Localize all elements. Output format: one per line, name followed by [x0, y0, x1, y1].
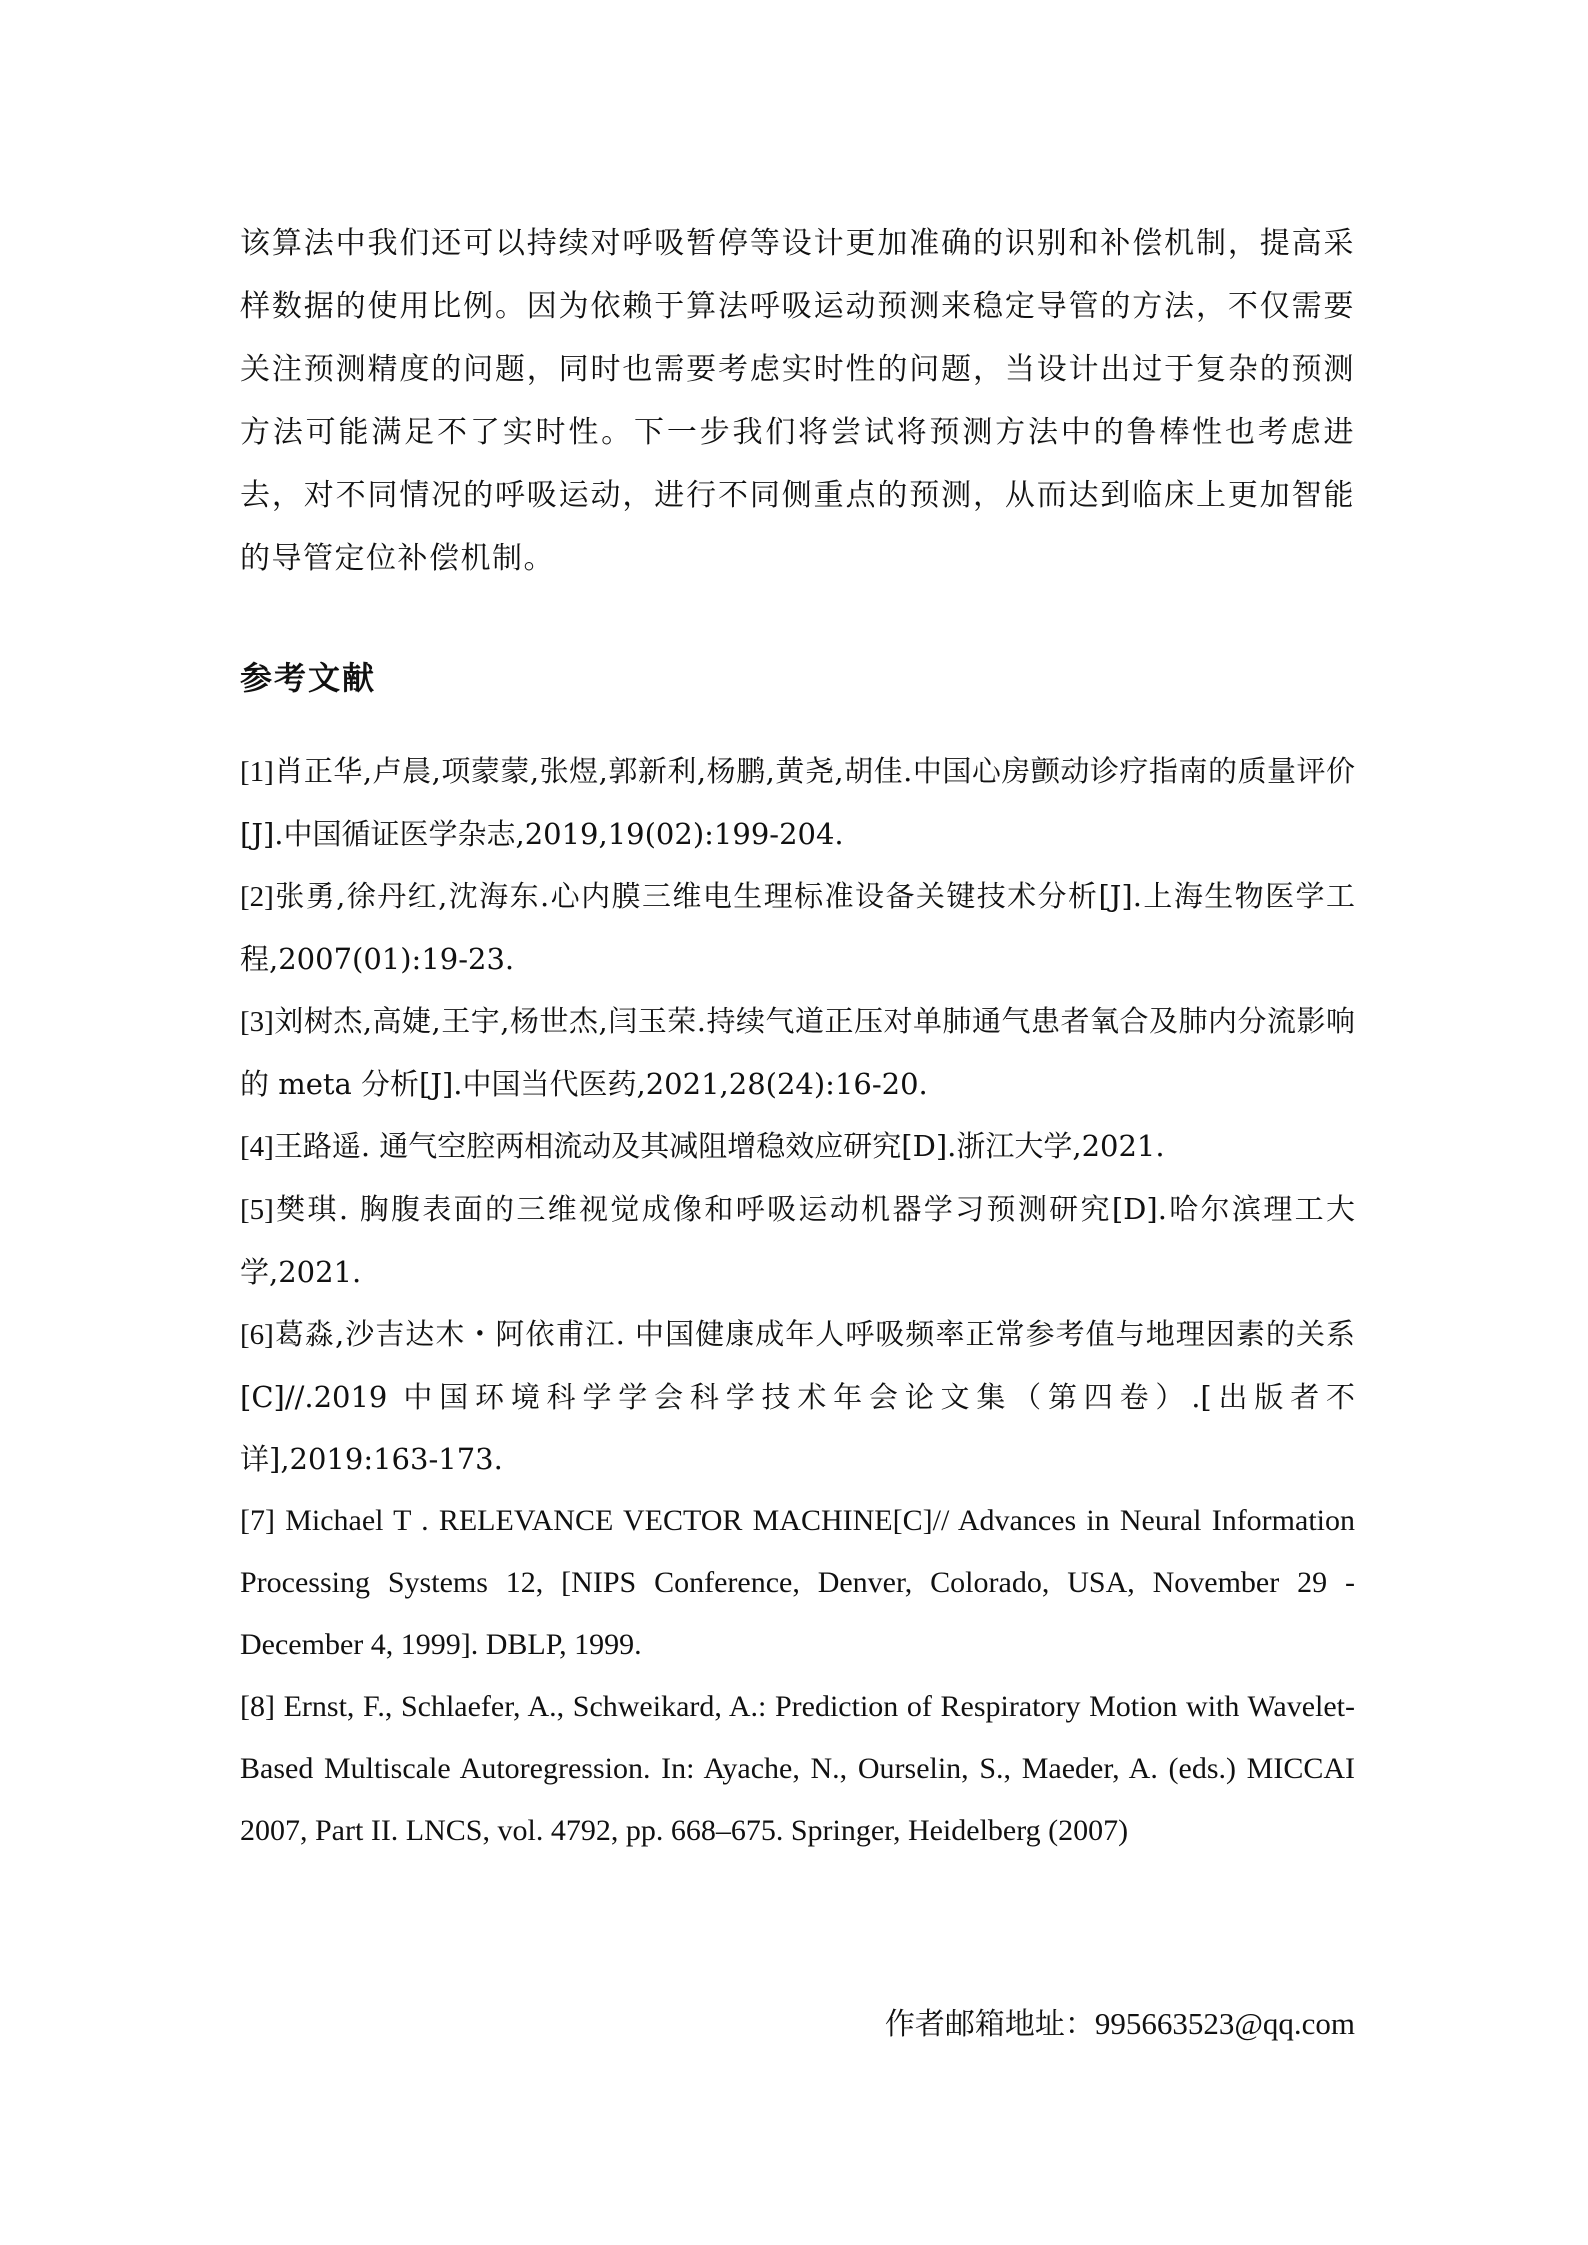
reference-text: 刘树杰,高婕,王宇,杨世杰,闫玉荣.持续气道正压对单肺通气患者氧合及肺内分流影响的 meta 分析[J].中国当代医药,2021,28(24):16-20.	[240, 1004, 1355, 1101]
reference-item-3	[240, 990, 1355, 1115]
author-email-label: 作者邮箱地址：	[884, 2007, 1095, 2042]
reference-text: 肖正华,卢晨,项蒙蒙,张煜,郭新利,杨鹏,黄尧,胡佳.中国心房颤动诊疗指南的质量评价[J].中国循证医学杂志,2019,19(02):199-204.	[240, 754, 1355, 851]
author-email-line	[240, 2002, 1355, 2047]
reference-list	[240, 740, 1355, 1862]
conclusion-paragraph: 该算法中我们还可以持续对呼吸暂停等设计更加准确的识别和补偿机制，提高采样数据的使用比例。因为依赖于算法呼吸运动预测来稳定导管的方法，不仅需要关注预测精度的问题，同时也需要考虑实时性的问题，当设计出过于复杂的预测方法可能满足不了实时性。下一步我们将尝试将预测方法中的鲁棒性也考虑进去，对不同情况的呼吸运动，进行不同侧重点的预测，从而达到临床上更加智能的导管定位补偿机制。	[240, 226, 1355, 576]
reference-item-7	[240, 1490, 1355, 1676]
reference-text: Ernst, F., Schlaefer, A., Schweikard, A.: Prediction of Respiratory Motion with Wavelet-Based Multiscale Autoregression. In: Ayache, N., Ourselin, S., Maeder, A. (eds.) MICCAI 2007, Part II. LNCS, vol. 4792, pp. 668–675. Springer, Heidelberg (2007)	[240, 1690, 1355, 1847]
reference-item-4	[240, 1115, 1355, 1178]
reference-item-1	[240, 740, 1355, 865]
reference-text: 王路遥. 通气空腔两相流动及其减阻增稳效应研究[D].浙江大学,2021.	[273, 1129, 1165, 1163]
reference-text: 葛淼,沙吉达木・阿依甫江. 中国健康成年人呼吸频率正常参考值与地理因素的关系[C]//.2019 中国环境科学学会科学技术年会论文集（第四卷）.[出版者不详],2019:163-173.	[240, 1317, 1355, 1476]
reference-number: [8]	[240, 1690, 275, 1723]
reference-text: Michael T . RELEVANCE VECTOR MACHINE[C]// Advances in Neural Information Processing Systems 12, [NIPS Conference, Denver, Colorado, USA, November 29 - December 4, 1999]. DBLP, 1999.	[240, 1504, 1355, 1661]
reference-text: 张勇,徐丹红,沈海东.心内膜三维电生理标准设备关键技术分析[J].上海生物医学工程,2007(01):19-23.	[240, 879, 1355, 976]
references-heading: 参考文献	[240, 659, 377, 697]
reference-number: [1]	[240, 756, 274, 788]
author-email-address: 995663523@qq.com	[1094, 2006, 1355, 2041]
reference-item-6	[240, 1303, 1355, 1490]
reference-number: [6]	[240, 1319, 274, 1351]
reference-number: [5]	[240, 1194, 274, 1226]
reference-number: [4]	[240, 1131, 274, 1163]
reference-item-2	[240, 865, 1355, 990]
reference-item-5	[240, 1178, 1355, 1303]
reference-number: [2]	[240, 881, 274, 913]
reference-item-8	[240, 1676, 1355, 1862]
reference-number: [7]	[240, 1504, 275, 1537]
reference-text: 樊琪. 胸腹表面的三维视觉成像和呼吸运动机器学习预测研究[D].哈尔滨理工大学,2021.	[240, 1192, 1355, 1289]
reference-number: [3]	[240, 1006, 274, 1038]
